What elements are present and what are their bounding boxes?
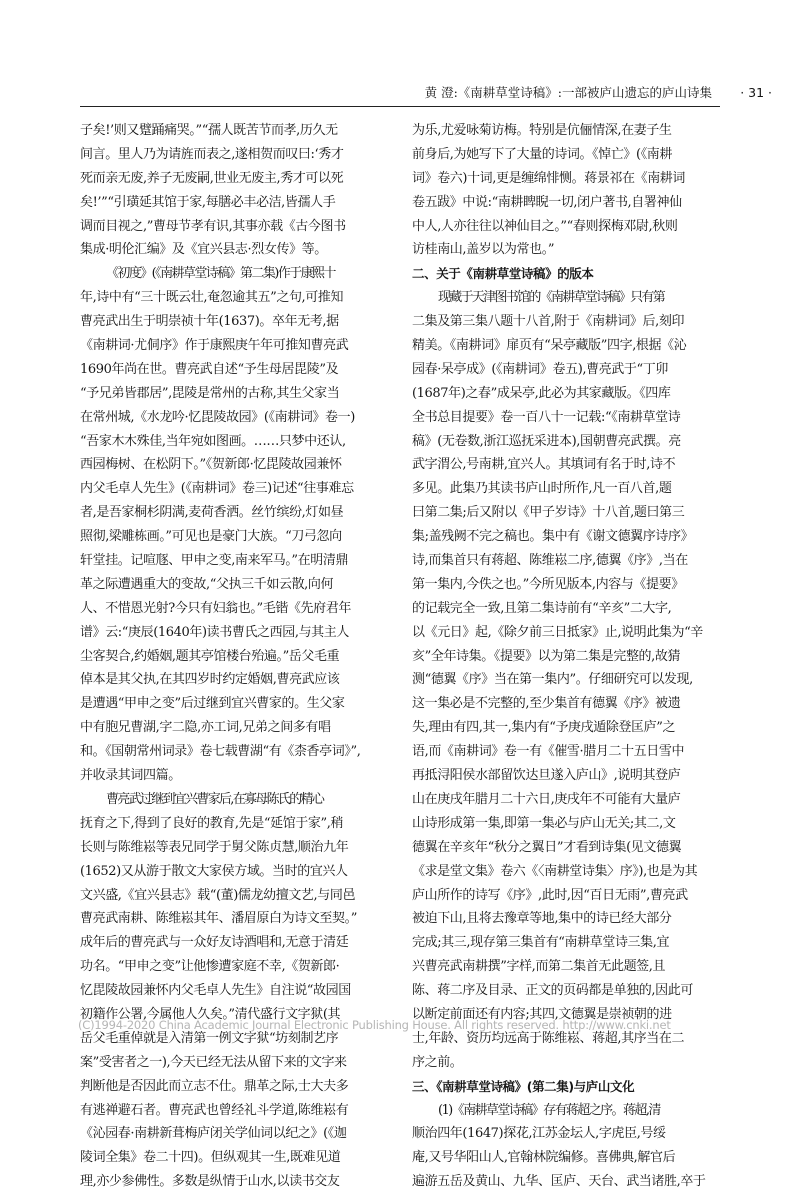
text-line: 诗,而集首只有蒋超、陈维崧二序,德翼《序》,当在 [412,553,688,569]
text-line: 多见。此集乃其读书庐山时所作,凡一百八首,题 [412,481,672,497]
text-line: 并收录其词四篇。 [80,768,181,784]
text-line: 《沁园春·南耕新葺梅庐闭关学仙词以纪之》(《迦 [80,1126,347,1142]
text-line: 陈、蒋二序及目录、正文的页码都是单独的,因此可 [412,983,693,999]
text-line: 完成;其三,现存第三集首有“南耕草堂诗三集,宜 [412,935,670,951]
text-line: 士,年龄、资历均远高于陈维崧、蒋超,其序当在二 [412,1030,685,1046]
text-line: 《南耕词·尤侗序》作于康熙庚午年可推知曹亮武 [80,338,349,354]
text-line: 再抵浔阳侯水部留饮达旦遂入庐山》,说明其登庐 [412,768,681,784]
text-line: 《初度》(《南耕草堂诗稿》第二集)作于康熙十 [106,266,335,282]
text-line: 西园梅树、在松阴下。”《贺新郎·忆毘陵故园兼怀 [80,457,342,473]
text-line: 以断定前面还有内容;其四,文德翼是崇祯朝的进 [412,1006,672,1022]
text-line: 庵,又号华阳山人,官翰林院编修。喜佛典,解官后 [412,1150,676,1166]
text-line: 人、不惜恩光射?今只有妇翁也。”毛锴《先府君年 [80,600,351,616]
text-line: 顺治四年(1647)探花,江苏金坛人,字虎臣,号绥 [412,1126,666,1142]
text-line: 年,诗中有“三十既云壮,奄忽逾其五”之句,可推知 [80,290,344,306]
text-line: 亥”全年诗集。《提要》以为第二集是完整的,故猜 [412,648,681,664]
text-line: 集成·明伦汇编》及《宜兴县志·烈女传》等。 [80,242,327,258]
left-column [80,119,388,1194]
text-line: (1687年)之春”成呆亭,此必为其家藏版。《四库 [412,385,671,401]
section-heading: 二、关于《南耕草堂诗稿》的版本 [412,266,594,282]
text-line: 遍游五岳及黄山、九华、匡庐、天台、武当诸胜,卒于 [412,1174,706,1190]
text-line: 以《元日》起,《除夕前三日抵家》止,说明此集为“辛 [412,624,703,640]
text-line: 有逃禅避石者。曹亮武也曾经礼斗学道,陈维崧有 [80,1102,349,1118]
text-line: 革之际遭遇重大的变故,“父执三千如云散,向何 [80,576,334,592]
text-line: 第一集内,今佚之也。”今所见版本,内容与《提要》 [412,576,684,592]
text-line: 现藏于天津图书馆的《南耕草堂诗稿》只有第 [438,290,665,306]
text-line: 矣!’”“引璜延其馆于家,每膳必丰必洁,皆孺人手 [80,194,336,210]
text-line: 词》卷六)十词,更是缠绵悱恻。蒋景祁在《南耕词 [412,170,686,186]
text-line: 照彻,梁雕栋画。”可见也是豪门大族。“刀弓忽向 [80,529,342,545]
text-line: 曰第二集;后又附以《甲子岁诗》十八首,题曰第三 [412,505,685,521]
text-line: 者,是吾家桐杉阴满,麦荷香洒。丝竹缤纷,灯如昼 [80,505,344,521]
text-line: 陵词全集》卷二十四)。但纵观其一生,既难见道 [80,1150,341,1166]
text-line: 山诗形成第一集,即第一集必与庐山无关;其二,文 [412,815,676,831]
text-line: 文兴盛,《宜兴县志》载“(董)儒龙幼擅文艺,与同邑 [80,887,356,903]
text-line: 园春·呆亭成》(《南耕词》卷五),曹亮武于“丁卯 [412,361,668,377]
text-line: 失,理由有四,其一,集内有“予庚戌遁除登匡庐”之 [412,720,676,736]
copyright-footer: (C)1994-2020 China Academic Journal Electronic Publishing House. All rights reserved. http://www.cnki.net [78,1018,671,1032]
text-line: 曹亮武过继到宜兴曹家后,在寡母陈氏的精心 [106,791,324,807]
text-line: 死而亲无废,养子无废嗣,世业无废主,秀才可以死 [80,170,344,186]
text-line: 初籍作公署,今属他人久矣。”清代盛行文字狱(其 [80,1006,341,1022]
text-line: 前身后,为她写下了大量的诗词。《悼亡》(《南耕 [412,146,673,162]
text-line: 功名。“甲申之变”让他惨遭家庭不幸,《贺新郎· [80,959,340,975]
text-line: 倬本是其父执,在其四岁时约定婚姻,曹亮武应该 [80,672,340,688]
text-line: 中有胞兄曹湖,字二隐,亦工词,兄弟之间多有唱 [80,720,331,736]
text-line: 序之前。 [412,1054,463,1070]
text-line: 尘客契合,约婚姻,题其亭馆楼台殆遍。”岳父毛重 [80,648,340,664]
text-line: 案”受害者之一),今天已经无法从留下来的文字来 [80,1054,347,1070]
text-line: “吾家木木殊佳,当年宛如图画。……只梦中还认, [80,433,346,449]
text-line: 山在庚戌年腊月二十六日,庚戌年不可能有大量庐 [412,791,681,807]
text-line: 判断他是否因此而立志不仕。鼎革之际,士大夫多 [80,1078,349,1094]
text-line: 内父毛卓人先生》(《南耕词》卷三)记述“往事难忘 [80,481,354,497]
text-line: “予兄弟皆郡居”,毘陵是常州的古称,其生父家当 [80,385,340,401]
text-line: 中人,人亦往往以神仙目之。”“春则探梅邓尉,秋则 [412,218,678,234]
text-line: 曹亮武南耕、陈维崧其年、潘眉原白为诗文至契。” [80,911,357,927]
text-line: 忆毘陵故园兼怀内父毛卓人先生》自注说“故园国 [80,983,351,999]
text-line: 武字渭公,号南耕,宜兴人。其填词有名于时,诗不 [412,457,676,473]
text-line: 和。《国朝常州词录》卷七载曹湖“有《柰香亭词》”, [80,744,361,760]
text-line: 调而目视之,”曹母节孝有识,其事亦载《古今图书 [80,218,346,234]
running-header [80,84,772,102]
right-column [412,119,720,1194]
text-line: 是遭遇“甲申之变”后过继到宜兴曹家的。生父家 [80,696,345,712]
text-line: 岳父毛重倬就是入清第一例文字狱“坊刻制艺序 [80,1030,339,1046]
running-title: 黄 澄:《南耕草堂诗稿》:一部被庐山遗忘的庐山诗集 [424,85,712,100]
text-line: (1)《南耕草堂诗稿》存有蒋超之序。蒋超,清 [438,1102,660,1118]
text-line: 被迫下山,且将去豫章等地,集中的诗已经大部分 [412,911,672,927]
text-line: 轩堂挂。记喧豗、甲申之变,南来军马。”在明清鼎 [80,553,349,569]
text-line: 在常州城,《水龙吟·忆毘陵故园》(《南耕词》卷一) [80,409,355,425]
text-line: 《求是堂文集》卷六《〈南耕堂诗集〉序》),也是为其 [412,863,698,879]
text-line: 卷五跋》中说:“南耕睥睨一切,闭户著书,自署神仙 [412,194,682,210]
text-line: 语,而《南耕词》卷一有《催雪·腊月二十五日雪中 [412,744,685,760]
text-line: 的记载完全一致,且第二集诗前有“辛亥”二大字, [412,600,672,616]
text-line: 成年后的曹亮武与一众好友诗酒唱和,无意于清廷 [80,935,349,951]
text-line: 抚育之下,得到了良好的教育,先是“延馆于家”,稍 [80,815,344,831]
text-line: 二集及第三集八题十八首,附于《南耕词》后,刻印 [412,314,685,330]
text-line: 全书总目提要》卷一百八十一记载:“《南耕草堂诗 [412,409,681,425]
text-line: 子矣!’则又躄踊痛哭。”“孺人既苦节而孝,历久无 [80,123,338,138]
text-line: 这一集必是不完整的,至少集首有德翼《序》被遗 [412,696,681,712]
text-line: 兴曹亮武南耕撰”字样,而第二集首无此题签,且 [412,959,666,975]
text-line: 曹亮武出生于明崇祯十年(1637)。卒年无考,据 [80,314,339,330]
header-rule [80,106,720,107]
text-line: 德翼在辛亥年“秋分之翼日”才看到诗集(见文德翼 [412,839,682,855]
text-line: 间言。里人乃为请旌而表之,遂相贺而叹曰:‘秀才 [80,146,344,162]
text-line: 精美。《南耕词》扉页有“呆亭藏版”四字,根据《沁 [412,338,687,354]
text-line: 访桂南山,盖岁以为常也。” [412,242,555,258]
text-line: 庐山所作的诗写《序》,此时,因“百日无雨”,曹亮武 [412,887,688,903]
text-line: 稿》(无卷数,浙江巡抚采进本),国朝曹亮武撰。亮 [412,433,681,449]
text-line: 测“德翼《序》当在第一集内”。仔细研究可以发现, [412,672,693,688]
text-line: 为乐,尤爱咏菊访梅。特别是伉俪情深,在妻子生 [412,123,672,138]
text-line: 集;盖残阙不完之稿也。集中有《谢文德翼序诗序》 [412,529,694,545]
text-line: 理,亦少参佛性。多数是纵情于山水,以读书交友 [80,1174,340,1190]
page-number: · 31 · [740,85,772,100]
section-heading: 三、《南耕草堂诗稿》(第二集)与庐山文化 [412,1078,635,1094]
text-line: 1690年尚在世。曹亮武自述“予生母居毘陵”及 [80,361,339,377]
text-line: 长则与陈维崧等表兄同学于舅父陈贞慧,顺治九年 [80,839,349,855]
text-line: (1652)又从游于散文大家侯方域。当时的宜兴人 [80,863,348,879]
text-line: 谱》云:“庚辰(1640年)读书曹氏之西园,与其主人 [80,624,349,640]
